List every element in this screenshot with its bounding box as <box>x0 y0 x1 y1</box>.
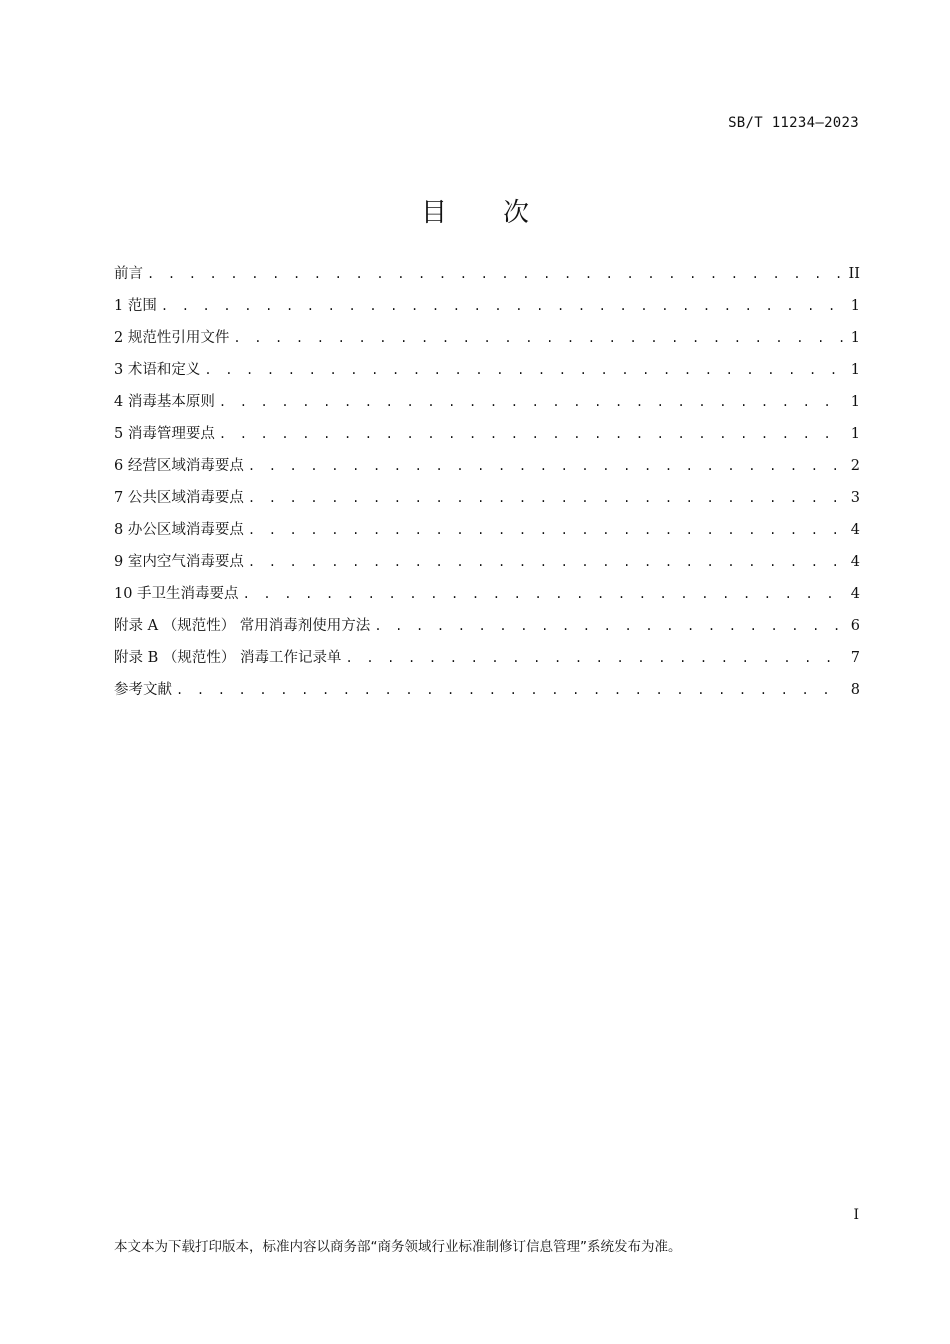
toc-entry-label: 前言 <box>114 266 143 282</box>
toc-entry-label: 7 公共区域消毒要点 <box>114 490 244 506</box>
toc-entry-8[interactable] <box>114 518 860 550</box>
table-of-contents <box>114 262 860 710</box>
toc-entry-4[interactable] <box>114 390 860 422</box>
page-title <box>0 192 950 229</box>
toc-leader-dots <box>219 390 844 414</box>
toc-entry-page: 7 <box>850 650 860 666</box>
toc-entry-label: 10 手卫生消毒要点 <box>114 586 239 602</box>
toc-entry-page: 4 <box>850 586 860 602</box>
toc-entry-label: 5 消毒管理要点 <box>114 426 215 442</box>
toc-entry-appendix-a[interactable] <box>114 614 860 646</box>
toc-entry-2[interactable] <box>114 326 860 358</box>
toc-leader-dots <box>204 358 844 382</box>
page-title-char-1: 目 <box>420 198 447 228</box>
toc-leader-dots <box>219 422 844 446</box>
toc-entry-7[interactable] <box>114 486 860 518</box>
toc-entry-page: 4 <box>850 554 860 570</box>
toc-entry-label: 参考文献 <box>114 682 172 698</box>
toc-entry-10[interactable] <box>114 582 860 614</box>
toc-entry-page: 3 <box>850 490 860 506</box>
toc-entry-1[interactable] <box>114 294 860 326</box>
toc-entry-page: 4 <box>850 522 860 538</box>
toc-leader-dots <box>248 550 844 574</box>
toc-entry-5[interactable] <box>114 422 860 454</box>
page-title-char-2: 次 <box>503 198 530 228</box>
toc-entry-label: 附录 A （规范性） 常用消毒剂使用方法 <box>114 618 371 634</box>
toc-leader-dots <box>147 262 843 286</box>
toc-leader-dots <box>248 518 844 542</box>
standard-code: SB/T 11234—2023 <box>728 115 859 131</box>
toc-entry-6[interactable] <box>114 454 860 486</box>
toc-entry-page: 2 <box>850 458 860 474</box>
toc-entry-references[interactable] <box>114 678 860 710</box>
toc-entry-label: 6 经营区域消毒要点 <box>114 458 244 474</box>
toc-leader-dots <box>161 294 844 318</box>
toc-entry-9[interactable] <box>114 550 860 582</box>
toc-entry-page: II <box>848 266 860 282</box>
footer-note: 本文本为下载打印版本，标准内容以商务部“商务领域行业标准制修订信息管理”系统发布为准。 <box>114 1239 682 1255</box>
toc-entry-label: 3 术语和定义 <box>114 362 201 378</box>
toc-entry-page: 1 <box>850 330 860 346</box>
toc-leader-dots <box>374 614 844 638</box>
toc-entry-page: 1 <box>850 426 860 442</box>
toc-leader-dots <box>248 454 844 478</box>
toc-entry-label: 1 范围 <box>114 298 157 314</box>
toc-entry-label: 8 办公区域消毒要点 <box>114 522 244 538</box>
toc-leader-dots <box>248 486 844 510</box>
toc-entry-page: 1 <box>850 394 860 410</box>
toc-entry-label: 4 消毒基本原则 <box>114 394 215 410</box>
toc-entry-label: 附录 B （规范性） 消毒工作记录单 <box>114 650 342 666</box>
toc-entry-label: 2 规范性引用文件 <box>114 330 230 346</box>
toc-entry-foreword[interactable] <box>114 262 860 294</box>
toc-entry-page: 1 <box>850 362 860 378</box>
toc-entry-label: 9 室内空气消毒要点 <box>114 554 244 570</box>
toc-leader-dots <box>345 646 844 670</box>
toc-leader-dots <box>233 326 844 350</box>
toc-entry-page: 1 <box>850 298 860 314</box>
toc-entry-3[interactable] <box>114 358 860 390</box>
page-number: I <box>853 1207 859 1223</box>
toc-entry-page: 6 <box>850 618 860 634</box>
toc-entry-appendix-b[interactable] <box>114 646 860 678</box>
toc-leader-dots <box>176 678 844 702</box>
toc-leader-dots <box>243 582 844 606</box>
toc-entry-page: 8 <box>850 682 860 698</box>
